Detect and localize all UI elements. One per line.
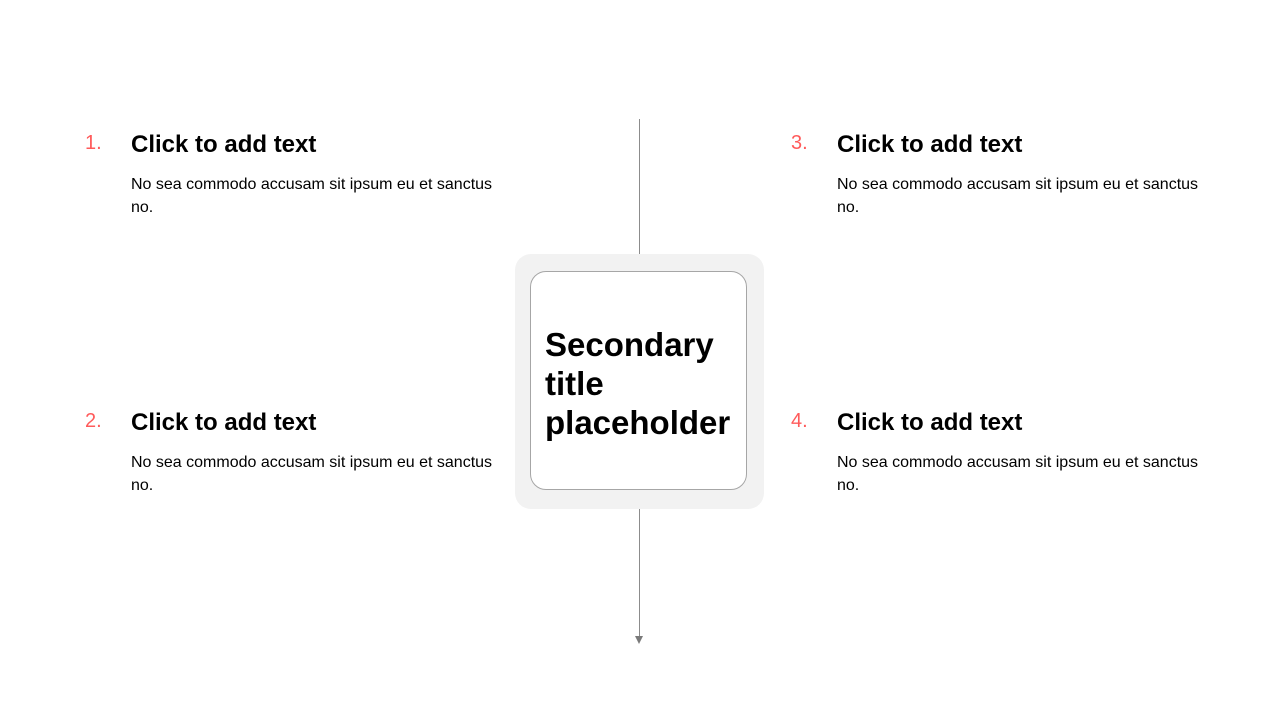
- item-title[interactable]: Click to add text: [131, 131, 317, 158]
- secondary-title-placeholder[interactable]: Secondary title placeholder: [545, 326, 731, 441]
- item-title[interactable]: Click to add text: [837, 409, 1023, 436]
- arrow-down-icon: [635, 636, 643, 644]
- item-number: 4.: [791, 410, 808, 432]
- item-body[interactable]: No sea commodo accusam sit ipsum eu et sanctus no.: [837, 454, 1199, 494]
- item-title[interactable]: Click to add text: [131, 409, 317, 436]
- item-number: 3.: [791, 132, 808, 154]
- item-body[interactable]: No sea commodo accusam sit ipsum eu et sanctus no.: [131, 454, 493, 494]
- item-number: 1.: [85, 132, 102, 154]
- item-body[interactable]: No sea commodo accusam sit ipsum eu et sanctus no.: [131, 176, 493, 216]
- item-number: 2.: [85, 410, 102, 432]
- item-title[interactable]: Click to add text: [837, 131, 1023, 158]
- item-body[interactable]: No sea commodo accusam sit ipsum eu et sanctus no.: [837, 176, 1199, 216]
